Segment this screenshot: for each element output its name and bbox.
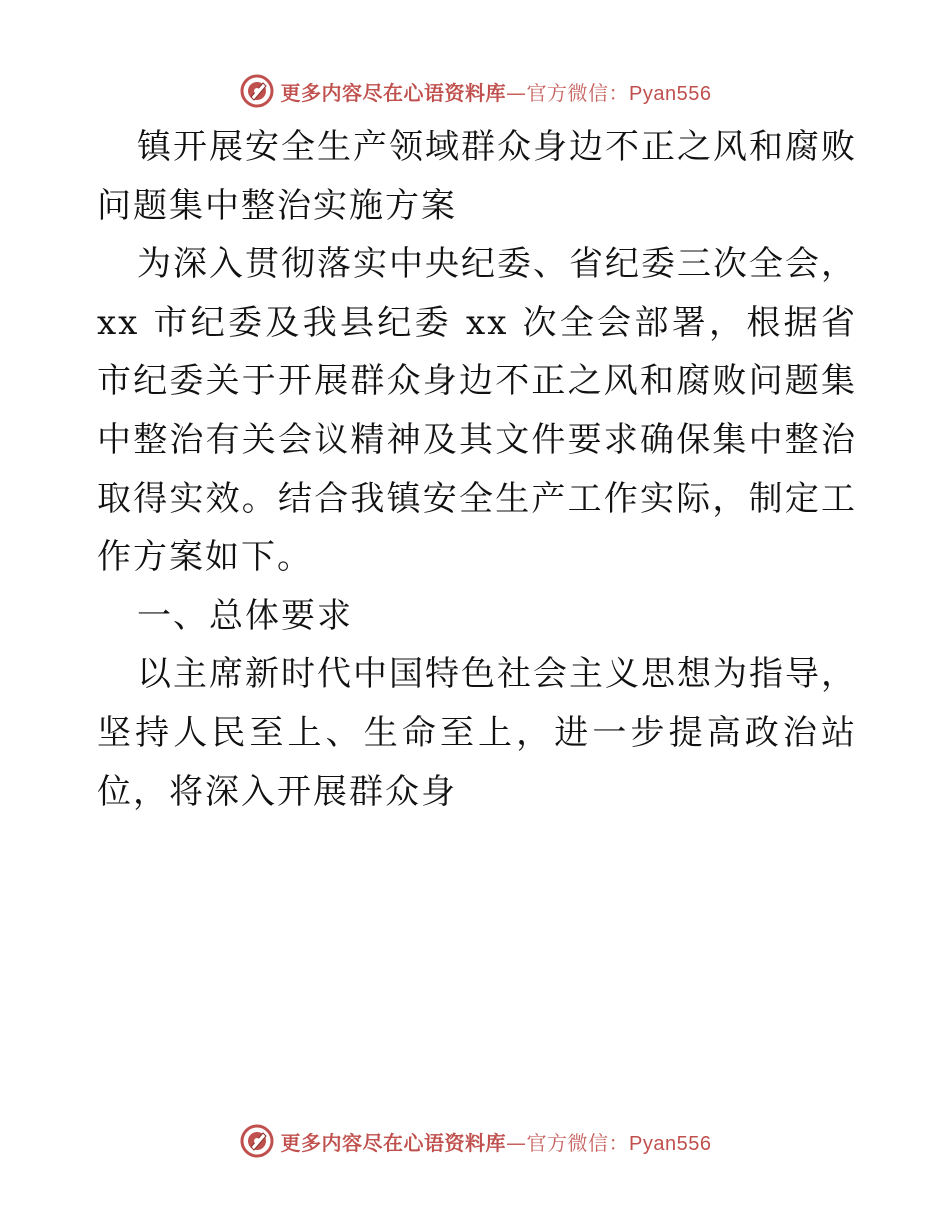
header-watermark [0, 71, 950, 111]
text-line: 为深入贯彻落实中央纪委、省纪委三次全会，xx 市纪委及 [97, 244, 857, 343]
watermark-main: 更多内容尽在心语资料库 [280, 80, 507, 105]
watermark-main: 更多内容尽在心语资料库 [280, 1130, 507, 1155]
text-line: 治实施方案 [277, 185, 457, 226]
text-line: 以主席新时代中国特色社会主义思想为指导，坚持人民至 [97, 654, 857, 753]
text-line: 上、生命至上，进一步提高政治站位，将深入开展群众身 [97, 712, 858, 812]
watermark-text [281, 77, 712, 106]
title-paragraph [97, 118, 857, 235]
watermark-dash: — [506, 80, 527, 105]
watermark-dash: — [506, 1130, 527, 1155]
text-line: 我县纪委 xx 次全会部署，根据省市纪委关于开展群众身边 [97, 302, 857, 402]
watermark-id: Pyan556 [629, 1132, 712, 1155]
text-line: 一、总体要求 [137, 595, 353, 636]
text-line: 确保集中整治取得实效。结合我镇安全生产工作实际，制 [97, 419, 857, 519]
document-body [97, 118, 857, 821]
section-heading [97, 587, 857, 646]
footer-watermark [0, 1121, 950, 1161]
watermark-sub: 官方微信： [526, 1130, 630, 1155]
text-line: 不正之风和腐败问题集中整治有关会议精神及其文件要求 [97, 361, 858, 460]
watermark-id: Pyan556 [629, 82, 712, 105]
seal-logo-icon [239, 73, 275, 109]
seal-logo-icon [239, 1123, 275, 1159]
body-paragraph [97, 645, 857, 821]
text-line: 定工作方案如下。 [97, 478, 858, 578]
intro-paragraph [97, 235, 857, 587]
text-line: 镇开展安全生产领域群众身边不正之风和腐败问题集中整 [97, 127, 857, 226]
watermark-sub: 官方微信： [526, 80, 630, 105]
watermark-text [281, 1127, 712, 1156]
